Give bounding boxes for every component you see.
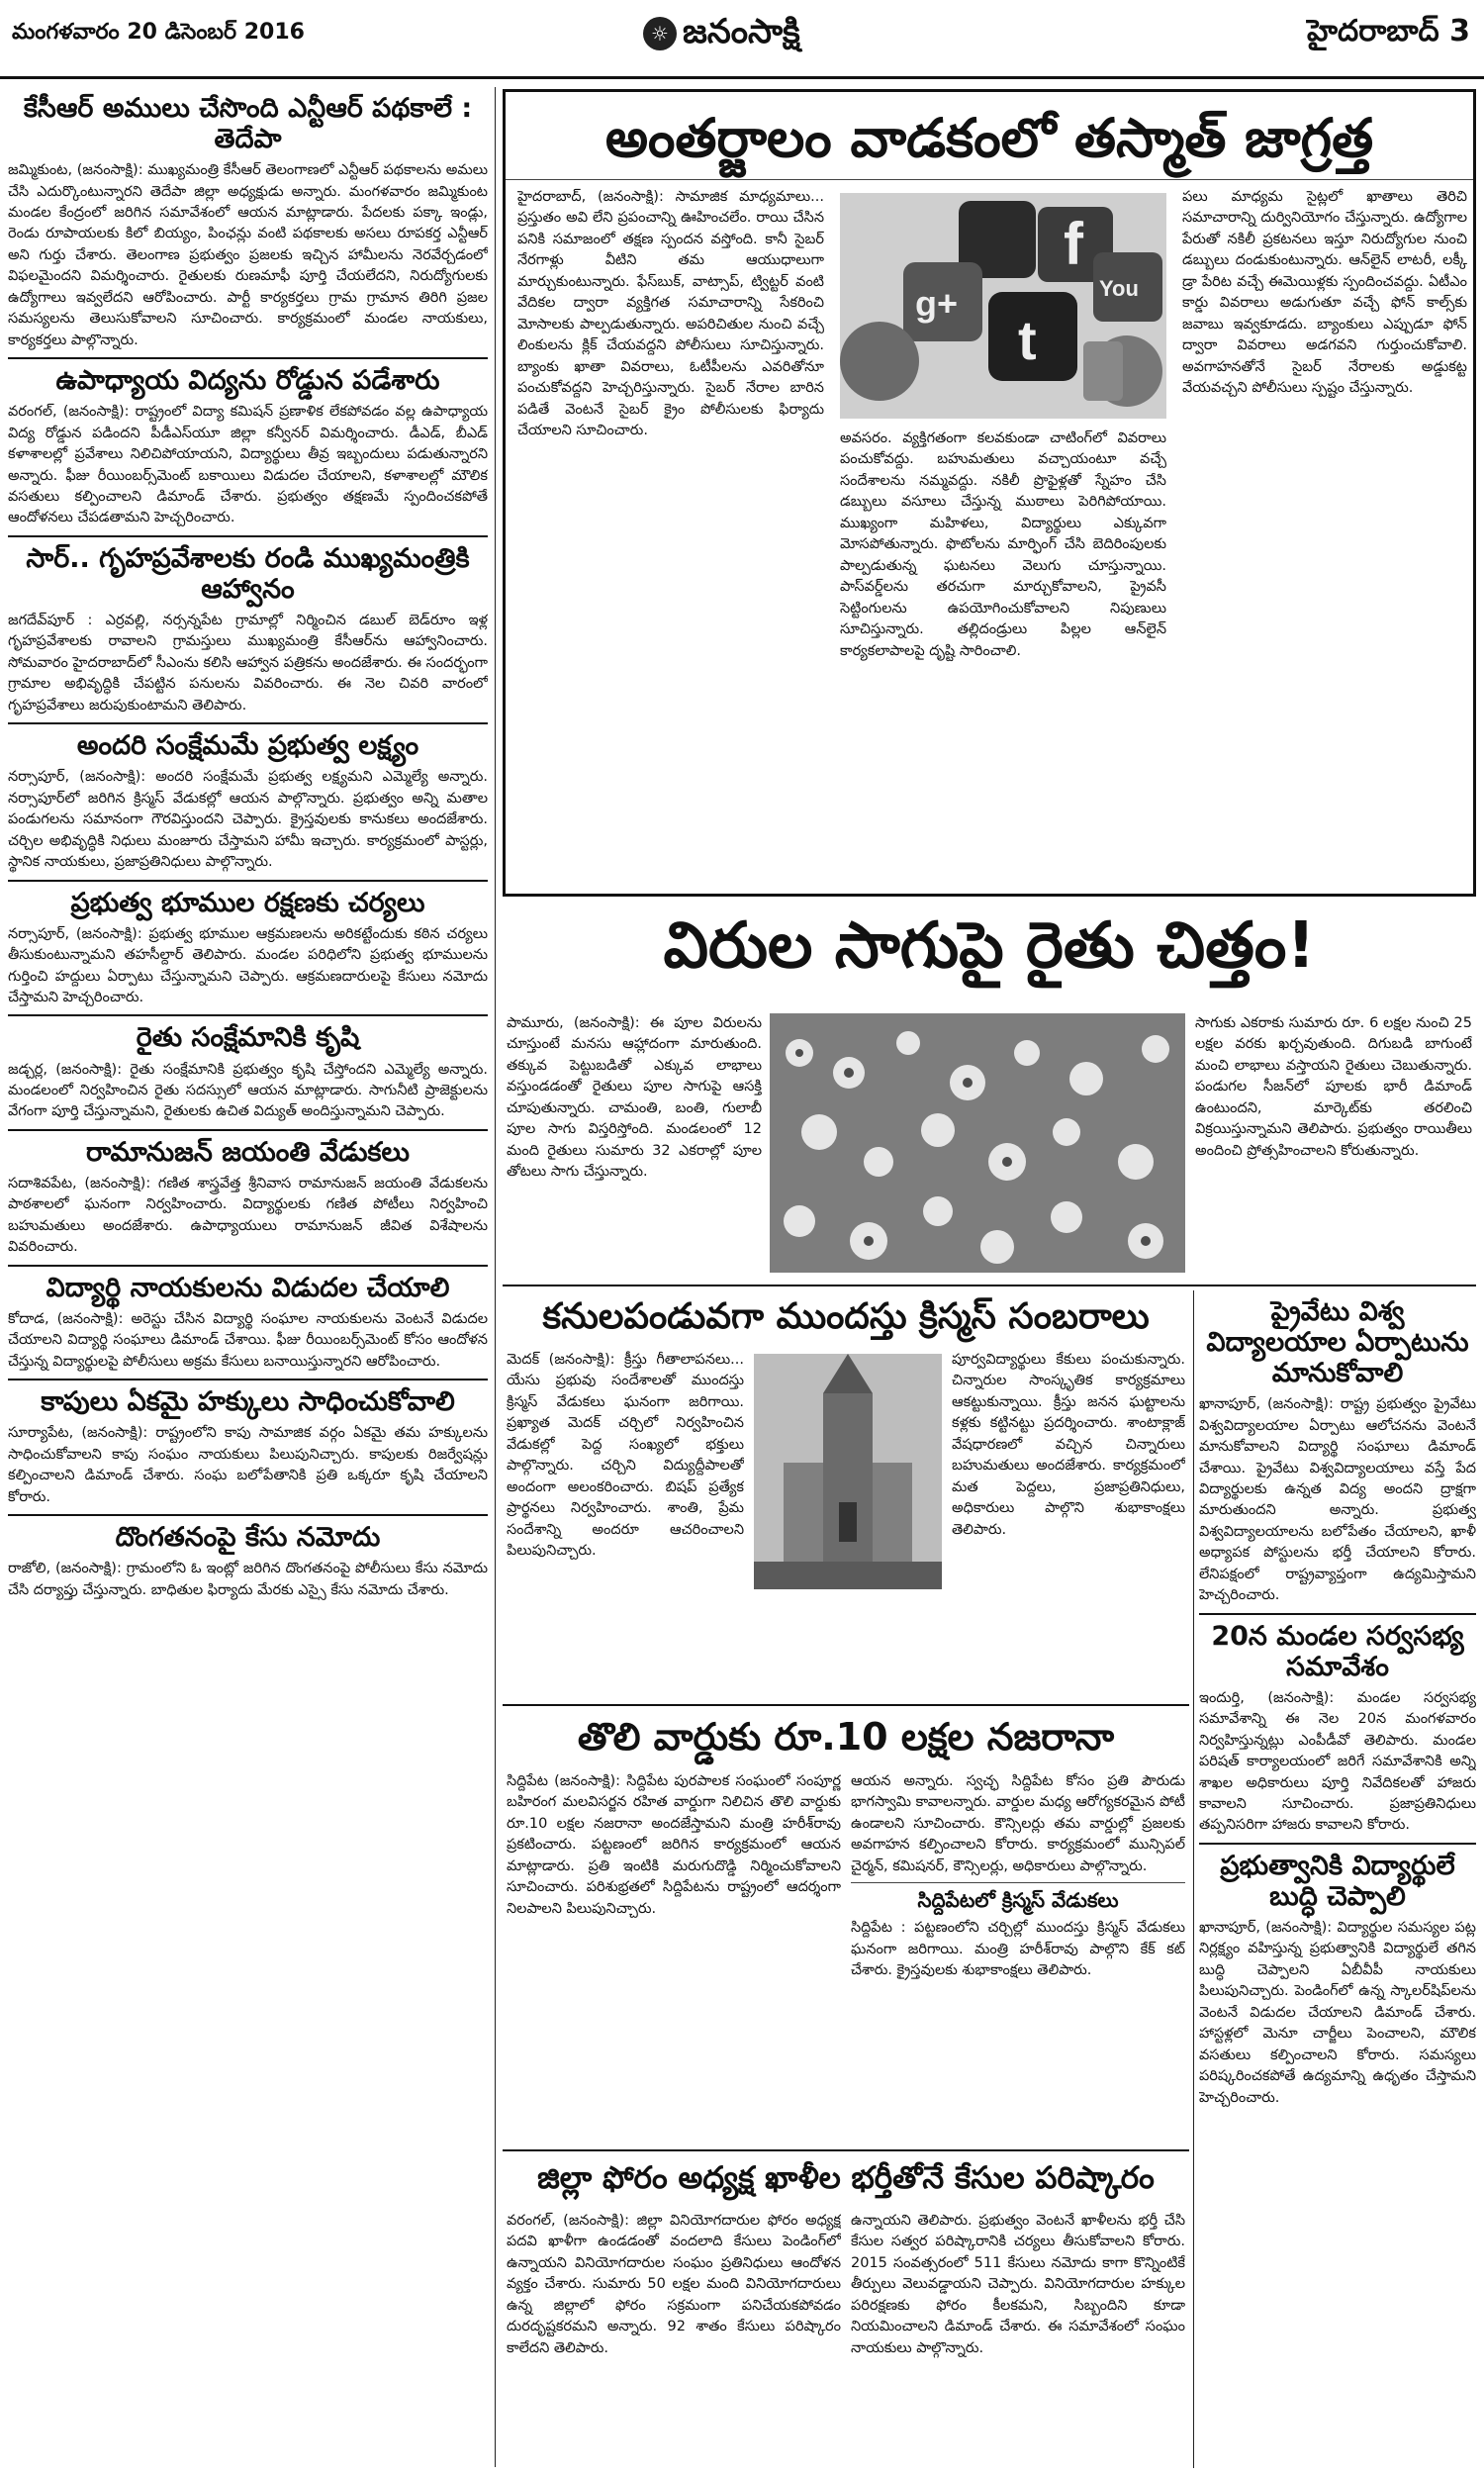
feature-col-3 (1182, 187, 1467, 888)
feature-headline: విరుల సాగుపై రైతు చిత్తం! (663, 909, 1316, 983)
flower-field-illustration (770, 1013, 1185, 1273)
article-body: ఆయన అన్నారు. స్వచ్ఛ సిద్దిపేట కోసం ప్రతి పౌరుడు భాగస్వామి కావాలన్నారు. వార్డుల మధ్య ఆరోగ్యకరమైన పోటీ ఉండాలని సూచించారు. కౌన్సిలర్లు తమ వార్డుల్లో ప్రజలకు అవగాహన కల్పించాలని కోరారు. కార్యక్రమంలో మున్సిపల్ చైర్మన్, కమిషనర్, కౌన్సిలర్లు, అధికారులు పాల్గొన్నారు. (851, 1773, 1185, 1874)
article-body: ఇందుర్తి, (జనంసాక్షి): మండల సర్వసభ్య సమావేశాన్ని ఈ నెల 20న మంగళవారం నిర్వహిస్తున్నట్లు ఎంపీడీవో తెలిపారు. మండల పరిషత్ కార్యాలయంలో జరిగే సమావేశానికి అన్ని శాఖల అధికారులు పూర్తి నివేదికలతో హాజరు కావాలని సూచించారు. ప్రజాప్రతినిధులు తప్పనిసరిగా హాజరు కావాలని కోరారు. (1199, 1689, 1476, 1834)
article-body: పామూరు, (జనంసాక్షి): ఈ పూల విరులను చూస్తుంటే మనసు ఆహ్లాదంగా మారుతుంది. తక్కువ పెట్టుబడితో ఎక్కువ లాభాలు వస్తుండడంతో రైతులు పూల సాగుపై ఆసక్తి చూపుతున్నారు. చామంతి, బంతి, గులాబీ పూల సాగు విస్తరిస్తోంది. మండలంలో 12 మంది రైతులు సుమారు 32 ఎకరాల్లో పూల తోటలు సాగు చేస్తున్నారు. (507, 1015, 762, 1181)
social-icons-illustration (840, 193, 1166, 419)
article-headline: కాపులు ఏకమై హక్కులు సాధించుకోవాలి (41, 1386, 455, 1418)
forum-col-1 (507, 2211, 841, 2463)
svg-text:You: You (1099, 276, 1139, 301)
article-headline: 20న మండల సర్వసభ్య సమావేశం (1211, 1620, 1464, 1682)
left-column (8, 87, 488, 2467)
article-headline: ప్రభుత్వానికి విద్యార్థులే బుద్ధి చెప్పాలి (1220, 1850, 1455, 1912)
article-headline: కనులపండువగా ముందస్తు క్రిస్మస్ సంబరాలు (542, 1296, 1150, 1337)
ward-col-2 (851, 1771, 1185, 2142)
flower-field-photo (770, 1013, 1185, 1273)
article-body: పూర్వవిద్యార్థులు కేకులు పంచుకున్నారు. చిన్నారుల సాంస్కృతిక కార్యక్రమాలు ఆకట్టుకున్నాయి. క్రీస్తు జనన ఘట్టాలను కళ్లకు కట్టినట్టు ప్రదర్శించారు. శాంటాక్లాజ్ వేషధారణలో వచ్చిన చిన్నారులు బహుమతులు అందజేశారు. కార్యక్రమంలో మత పెద్దలు, ప్రజాప్రతినిధులు, అధికారులు పాల్గొని శుభాకాంక్షలు తెలిపారు. (952, 1352, 1185, 1538)
article-headline: కేసీఆర్ అములు చేసొంది ఎన్టీఆర్ పథకాలే : తెదేపా (23, 93, 473, 155)
svg-text:t: t (1018, 309, 1037, 371)
farm-col-1 (507, 1013, 762, 1273)
church-photo (754, 1354, 942, 1589)
feature-col-1 (517, 187, 824, 888)
divider (8, 880, 488, 882)
article-body: సాగుకు ఎకరాకు సుమారు రూ. 6 లక్షల నుంచి 25 లక్షల వరకు ఖర్చవుతుంది. దిగుబడి బాగుంటే మంచి లాభాలు వస్తాయని రైతులు చెబుతున్నారు. పండుగల సీజన్‌లో పూలకు భారీ డిమాండ్ ఉంటుందని, మార్కెట్‌కు తరలించి విక్రయిస్తున్నామని తెలిపారు. ప్రభుత్వం రాయితీలు అందించి ప్రోత్సహించాలని కోరుతున్నారు. (1195, 1015, 1472, 1159)
divider (506, 179, 1473, 180)
article-body: మెదక్ (జనంసాక్షి): క్రీస్తు గీతాలాపనలు... యేసు ప్రభువు సందేశాలతో ముందస్తు క్రిస్మస్ వేడుకలు ఘనంగా జరిగాయి. ప్రఖ్యాత మెదక్ చర్చిలో నిర్వహించిన వేడుకల్లో పెద్ద సంఖ్యలో భక్తులు పాల్గొన్నారు. చర్చిని విద్యుద్దీపాలతో అందంగా అలంకరించారు. బిషప్ ప్రత్యేక ప్రార్థనలు నిర్వహించారు. శాంతి, ప్రేమ సందేశాన్ని అందరూ ఆచరించాలని పిలుపునిచ్చారు. (507, 1352, 744, 1560)
article-body: జగదేవ్‌పూర్ : ఎర్రవల్లి, నర్సన్నపేట గ్రామాల్లో నిర్మించిన డబుల్ బెడ్‌రూం ఇళ్ల గృహప్రవేశాలకు రావాలని గ్రామస్తులు ముఖ్యమంత్రి కేసీఆర్‌ను ఆహ్వానించారు. సోమవారం హైదరాబాద్‌లో సీఎంను కలిసి ఆహ్వాన పత్రికను అందజేశారు. ఈ సందర్భంగా గ్రామాల అభివృద్ధికి చేపట్టిన పనులను వివరించారు. ఈ నెల చివరి వారంలో గృహప్రవేశాలు జరుపుకుంటామని తెలిపారు. (8, 613, 488, 714)
phone-icon (1083, 341, 1123, 401)
divider (1199, 1613, 1476, 1615)
article-body: సిద్దిపేట (జనంసాక్షి): సిద్దిపేట పురపాలక సంఘంలో సంపూర్ణ బహిరంగ మలవిసర్జన రహిత వార్డుగా నిలిచిన తొలి వార్డుకు రూ.10 లక్షల నజరానా అందజేస్తామని మంత్రి హరీశ్‌రావు ప్రకటించారు. పట్టణంలో జరిగిన కార్యక్రమంలో ఆయన మాట్లాడారు. ప్రతి ఇంటికి మరుగుదొడ్డి నిర్మించుకోవాలని సూచించారు. పరిశుభ్రతలో సిద్దిపేటను రాష్ట్రంలో ఆదర్శంగా నిలపాలని పిలుపునిచ్చారు. (507, 1773, 841, 1917)
divider (8, 1514, 488, 1516)
article-body: జడ్చర్ల, (జనంసాక్షి): రైతు సంక్షేమానికి ప్రభుత్వం కృషి చేస్తోందని ఎమ్మెల్యే అన్నారు. మండలంలో నిర్వహించిన రైతు సదస్సులో ఆయన మాట్లాడారు. సాగునీటి ప్రాజెక్టులను వేగంగా పూర్తి చేస్తున్నామని, రైతులకు ఉచిత విద్యుత్ అందిస్తున్నామని చెప్పారు. (8, 1061, 488, 1120)
column-rule (495, 87, 496, 2467)
article-body: అవసరం. వ్యక్తిగతంగా కలవకుండా చాటింగ్‌లో వివరాలు పంచుకోవద్దు. బహుమతులు వచ్చాయంటూ వచ్చే సందేశాలను నమ్మవద్దు. నకిలీ ప్రొఫైళ్లతో స్నేహం చేసి డబ్బులు వసూలు చేస్తున్న ముఠాలు పెరిగిపోయాయి. ముఖ్యంగా మహిళలు, విద్యార్థులు ఎక్కువగా మోసపోతున్నారు. ఫొటోలను మార్ఫింగ్ చేసి బెదిరింపులకు పాల్పడుతున్న ఘటనలు వెలుగు చూస్తున్నాయి. పాస్‌వర్డ్‌లను తరచుగా మార్చుకోవాలని, ప్రైవసీ సెట్టింగులను ఉపయోగించుకోవాలని నిపుణులు సూచిస్తున్నారు. తల్లిదండ్రులు పిల్లల ఆన్‌లైన్ కార్యకలాపాలపై దృష్టి సారించాలి. (840, 430, 1166, 659)
divider (503, 1285, 1476, 1286)
article-headline: జిల్లా ఫోరం అధ్యక్ష ఖాళీల భర్తీతోనే కేసుల పరిష్కారం (537, 2160, 1155, 2196)
divider (503, 2149, 1189, 2151)
article-headline: రైతు సంక్షేమానికి కృషి (136, 1022, 360, 1054)
article-body: ఉన్నాయని తెలిపారు. ప్రభుత్వం వెంటనే ఖాళీలను భర్తీ చేసి కేసుల సత్వర పరిష్కారానికి చర్యలు తీసుకోవాలని కోరారు. 2015 సంవత్సరంలో 511 కేసులు నమోదు కాగా కొన్నింటికే తీర్పులు వెలువడ్డాయని చెప్పారు. వినియోగదారుల హక్కుల పరిరక్షణకు ఫోరం కీలకమని, సిబ్బందిని కూడా నియమించాలని డిమాండ్ చేశారు. ఈ సమావేశంలో సంఘం నాయకులు పాల్గొన్నారు. (851, 2213, 1185, 2356)
edition-city: హైదరాబాద్ (1307, 14, 1439, 48)
divider (8, 722, 488, 724)
article-ward-prize (503, 1710, 1189, 2145)
page-number: 3 (1449, 14, 1470, 48)
article-body: వరంగల్, (జనంసాక్షి): జిల్లా వినియోగదారుల ఫోరం అధ్యక్ష పదవి ఖాళీగా ఉండడంతో వందలాది కేసులు పెండింగ్‌లో ఉన్నాయని వినియోగదారుల సంఘం ప్రతినిధులు ఆందోళన వ్యక్తం చేశారు. సుమారు 50 లక్షల మంది వినియోగదారులు ఉన్న జిల్లాలో ఫోరం సక్రమంగా పనిచేయకపోవడం దురదృష్టకరమని అన్నారు. 92 శాతం కేసులు పరిష్కారం కాలేదని తెలిపారు. (507, 2213, 841, 2356)
feature-headline: అంతర్జాలం వాడకంలో తస్మాత్ జాగ్రత్త (604, 107, 1374, 169)
paper-logo (643, 12, 800, 59)
issue-date: మంగళవారం 20 డిసెంబర్ 2016 (12, 20, 305, 45)
church-illustration (754, 1354, 942, 1589)
masthead (0, 0, 1484, 79)
article-body: సూర్యాపేట, (జనంసాక్షి): రాష్ట్రంలోని కాపు సామాజిక వర్గం ఏకమై తమ హక్కులను సాధించుకోవాలని కాపు సంఘం నాయకులు పిలుపునిచ్చారు. కాపులకు రిజర్వేషన్లు కల్పించాలని డిమాండ్ చేశారు. సంఘ బలోపేతానికి ప్రతి ఒక్కరూ కృషి చేయాలని కోరారు. (8, 1425, 488, 1505)
article-headline: రామానుజన్ జయంతి వేడుకలు (85, 1136, 410, 1168)
article-body: కోదాడ, (జనంసాక్షి): అరెస్టు చేసిన విద్యార్థి సంఘాల నాయకులను వెంటనే విడుదల చేయాలని విద్యార్థి సంఘాలు డిమాండ్ చేశాయి. ఫీజు రీయింబర్స్‌మెంట్ కోసం ఆందోళన చేస్తున్న విద్యార్థులపై పోలీసులు అక్రమ కేసులు బనాయిస్తున్నారని ఆరోపించారు. (8, 1310, 488, 1370)
divider (8, 1379, 488, 1380)
article-body: నర్సాపూర్, (జనంసాక్షి): అందరి సంక్షేమమే ప్రభుత్వ లక్ష్యమని ఎమ్మెల్యే అన్నారు. నర్సాపూర్‌లో జరిగిన క్రిస్మస్ వేడుకల్లో ఆయన పాల్గొన్నారు. ప్రభుత్వం అన్ని మతాల పండుగలను సమానంగా గౌరవిస్తుందని చెప్పారు. క్రైస్తవులకు కానుకలు అందజేశారు. చర్చిల అభివృద్ధికి నిధులు మంజూరు చేస్తామని హామీ ఇచ్చారు. కార్యక్రమంలో పాస్టర్లు, స్థానిక నాయకులు, ప్రజాప్రతినిధులు పాల్గొన్నారు. (8, 769, 488, 871)
column-rule (1193, 1290, 1194, 2468)
svg-text:g+: g+ (915, 283, 959, 324)
divider (851, 1882, 1185, 1883)
farm-col-2 (1195, 1013, 1472, 1273)
paper-logo-icon: ☼ (643, 17, 677, 50)
divider (8, 1129, 488, 1131)
article-body: సిద్దిపేట : పట్టణంలోని చర్చిల్లో ముందస్తు క్రిస్మస్ వేడుకలు ఘనంగా జరిగాయి. మంత్రి హరీశ్‌రావు పాల్గొని కేక్ కట్ చేశారు. క్రైస్తవులకు శుభాకాంక్షలు తెలిపారు. (851, 1920, 1185, 1979)
article-consumer-forum (503, 2155, 1189, 2467)
divider (1199, 1843, 1476, 1845)
ward-col-1 (507, 1771, 841, 2142)
article-body: సదాశివపేట, (జనంసాక్షి): గణిత శాస్త్రవేత్త శ్రీనివాస రామానుజన్ జయంతి వేడుకలను పాఠశాలలో ఘనంగా నిర్వహించారు. విద్యార్థులకు గణిత పోటీలు నిర్వహించి బహుమతులు అందజేశారు. ఉపాధ్యాయులు రామానుజన్ జీవిత విశేషాలను వివరించారు. (8, 1175, 488, 1256)
forum-col-2 (851, 2211, 1185, 2463)
article-christmas (503, 1290, 1189, 1701)
page-label (1307, 14, 1470, 55)
sub-headline: సిద్దిపేటలో క్రిస్మస్ వేడుకలు (917, 1888, 1119, 1913)
divider (8, 1014, 488, 1016)
right-lower-column (1199, 1290, 1476, 2468)
article-headline: అందరి సంక్షేమమే ప్రభుత్వ లక్ష్యం (76, 730, 419, 762)
article-body: జమ్మికుంట, (జనంసాక్షి): ముఖ్యమంత్రి కేసీఆర్ తెలంగాణలో ఎన్టీఆర్ పథకాలను అమలు చేసి ఎదుర్కొంటున్నారని తెదేపా జిల్లా అధ్యక్షుడు అన్నారు. మంగళవారం జమ్మికుంట మండల కేంద్రంలో జరిగిన సమావేశంలో ఆయన మాట్లాడారు. పేదలకు పక్కా ఇండ్లు, రెండు రూపాయలకు కిలో బియ్యం, పింఛన్లు వంటి పథకాలకు అసలు రూపకర్త ఎన్టీఆర్ అని గుర్తు చేశారు. తెలంగాణ ప్రభుత్వం ప్రజలకు ఇచ్చిన హామీలను నెరవేర్చడంలో విఫలమైందని విమర్శించారు. రైతులకు రుణమాఫీ పూర్తి చేయలేదని, నిరుద్యోగులకు ఉద్యోగాలు ఇవ్వలేదని ఆరోపించారు. పార్టీ కార్యకర్తలు గ్రామ గ్రామాన తిరిగి ప్రజల సమస్యలను తెలుసుకోవాలని సూచించారు. కార్యక్రమంలో మండల నాయకులు, కార్యకర్తలు పాల్గొన్నారు. (8, 162, 488, 348)
article-headline: ప్రభుత్వ భూముల రక్షణకు చర్యలు (70, 887, 425, 918)
article-body: ఖానాపూర్, (జనంసాక్షి): విద్యార్థుల సమస్యల పట్ల నిర్లక్ష్యం వహిస్తున్న ప్రభుత్వానికి విద్యార్థులే తగిన బుద్ధి చెప్పాలని ఏబీవీపీ నాయకులు పిలుపునిచ్చారు. పెండింగ్‌లో ఉన్న స్కాలర్‌షిప్‌లను వెంటనే విడుదల చేయాలని డిమాండ్ చేశారు. హాస్టళ్లలో మెనూ చార్జీలు పెంచాలని, మౌలిక వసతులు కల్పించాలని కోరారు. సమస్యలు పరిష్కరించకపోతే ఉద్యమాన్ని ఉధృతం చేస్తామని హెచ్చరించారు. (1199, 1920, 1476, 2106)
article-headline: ఉపాధ్యాయ విద్యను రోడ్డున పడేశారు (55, 365, 440, 397)
article-headline: సార్.. గృహప్రవేశాలకు రండి ముఖ్యమంత్రికి ఆహ్వానం (26, 542, 470, 605)
social-media-photo (840, 193, 1166, 419)
article-headline: ప్రైవేటు విశ్వ విద్యాలయాల ఏర్పాటును మానుకోవాలి (1206, 1296, 1469, 1389)
feature-box-internet (503, 89, 1476, 897)
article-body: రాజోలి, (జనంసాక్షి): గ్రామంలోని ఓ ఇంట్లో జరిగిన దొంగతనంపై పోలీసులు కేసు నమోదు చేసి దర్యాప్తు చేస్తున్నారు. బాధితుల ఫిర్యాదు మేరకు ఎస్సై కేసు నమోదు చేశారు. (8, 1561, 488, 1598)
article-headline: విద్యార్థి నాయకులను విడుదల చేయాలి (46, 1272, 450, 1303)
article-headline: తొలి వార్డుకు రూ.10 లక్షల నజరానా (577, 1715, 1115, 1759)
divider (8, 1265, 488, 1267)
xmas-col-2 (952, 1350, 1185, 1696)
twitter-icon (840, 322, 919, 401)
article-body: పలు మాధ్యమ సైట్లలో ఖాతాలు తెరిచి సమాచారాన్ని దుర్వినియోగం చేస్తున్నారు. ఉద్యోగాల పేరుతో నకిలీ ప్రకటనలు ఇస్తూ నిరుద్యోగుల నుంచి డబ్బులు దండుకుంటున్నారు. ఆన్‌లైన్ లాటరీ, లక్కీ డ్రా పేరిట వచ్చే ఈమెయిళ్లకు స్పందించవద్దు. ఏటీఎం కార్డు వివరాలు అడుగుతూ వచ్చే ఫోన్ కాల్స్‌కు జవాబు ఇవ్వకూడదు. బ్యాంకులు ఎప్పుడూ ఫోన్ ద్వారా వివరాలు అడగవని గుర్తుంచుకోవాలి. అవగాహనతోనే సైబర్ నేరాలకు అడ్డుకట్ట వేయవచ్చని పోలీసులు స్పష్టం చేస్తున్నారు. (1182, 189, 1467, 397)
article-body: నర్సాపూర్, (జనంసాక్షి): ప్రభుత్వ భూముల ఆక్రమణలను అరికట్టేందుకు కఠిన చర్యలు తీసుకుంటున్నామని తహసీల్దార్ తెలిపారు. మండల పరిధిలోని ప్రభుత్వ భూములను గుర్తించి హద్దులు ఏర్పాటు చేస్తున్నామని చెప్పారు. ఆక్రమణదారులపై కేసులు నమోదు చేస్తామని హెచ్చరించారు. (8, 925, 488, 1006)
article-body: ఖానాపూర్, (జనంసాక్షి): రాష్ట్ర ప్రభుత్వం ప్రైవేటు విశ్వవిద్యాలయాల ఏర్పాటు ఆలోచనను వెంటనే మానుకోవాలని విద్యార్థి సంఘాలు డిమాండ్ చేశాయి. ప్రైవేటు విశ్వవిద్యాలయాలు వస్తే పేద విద్యార్థులకు ఉన్నత విద్య అందని ద్రాక్షగా మారుతుందని అన్నారు. ప్రభుత్వ విశ్వవిద్యాలయాలను బలోపేతం చేయాలని, ఖాళీ అధ్యాపక పోస్టులను భర్తీ చేయాలని కోరారు. లేనిపక్షంలో రాష్ట్రవ్యాప్తంగా ఉద్యమిస్తామని హెచ్చరించారు. (1199, 1396, 1476, 1604)
divider (8, 357, 488, 359)
svg-text:f: f (1064, 211, 1083, 277)
xmas-col-1 (507, 1350, 744, 1696)
feature-col-2 (840, 428, 1166, 888)
article-body: హైదరాబాద్, (జనంసాక్షి): సామాజిక మాధ్యమాలు... ప్రస్తుతం అవి లేని ప్రపంచాన్ని ఊహించలేం. రాయి చేసిన పనికి సమాజంలో తక్షణ స్పందన వస్తోంది. కానీ సైబర్ నేరగాళ్లు వీటిని తమ ఆయుధాలుగా మార్చుకుంటున్నారు. ఫేస్‌బుక్, వాట్సాప్, ట్విట్టర్ వంటి వేదికల ద్వారా వ్యక్తిగత సమాచారాన్ని సేకరించి మోసాలకు పాల్పడుతున్నారు. అపరిచితుల నుంచి వచ్చే లింకులను క్లిక్ చేయవద్దని పోలీసులు సూచిస్తున్నారు. బ్యాంకు ఖాతా వివరాలు, ఓటీపీలను ఎవరితోనూ పంచుకోవద్దని హెచ్చరిస్తున్నారు. సైబర్ నేరాల బారిన పడితే వెంటనే సైబర్ క్రైం పోలీసులకు ఫిర్యాదు చేయాలని సూచించారు. (517, 189, 824, 438)
feature-flowers (503, 903, 1476, 1279)
article-body: వరంగల్, (జనంసాక్షి): రాష్ట్రంలో విద్యా కమిషన్ ప్రణాళిక లేకపోవడం వల్ల ఉపాధ్యాయ విద్య రోడ్డున పడిందని పీడీఎస్‌యూ జిల్లా కన్వీనర్ విమర్శించారు. డీఎడ్, బీఎడ్ కళాశాలల్లో ప్రవేశాలు నిలిచిపోయాయని, విద్యార్థులు తీవ్ర ఇబ్బందులు పడుతున్నారని అన్నారు. ఫీజు రీయింబర్స్‌మెంట్ బకాయిలు విడుదల చేయాలని, కళాశాలల్లో మౌలిక వసతులు కల్పించాలని డిమాండ్ చేశారు. ప్రభుత్వం తక్షణమే స్పందించకపోతే ఆందోళనలు చేపడతామని హెచ్చరించారు. (8, 404, 488, 526)
article-headline: దొంగతనంపై కేసు నమోదు (115, 1522, 381, 1553)
divider (8, 535, 488, 537)
divider (503, 1704, 1189, 1706)
paper-name: జనంసాక్షి (683, 12, 800, 51)
